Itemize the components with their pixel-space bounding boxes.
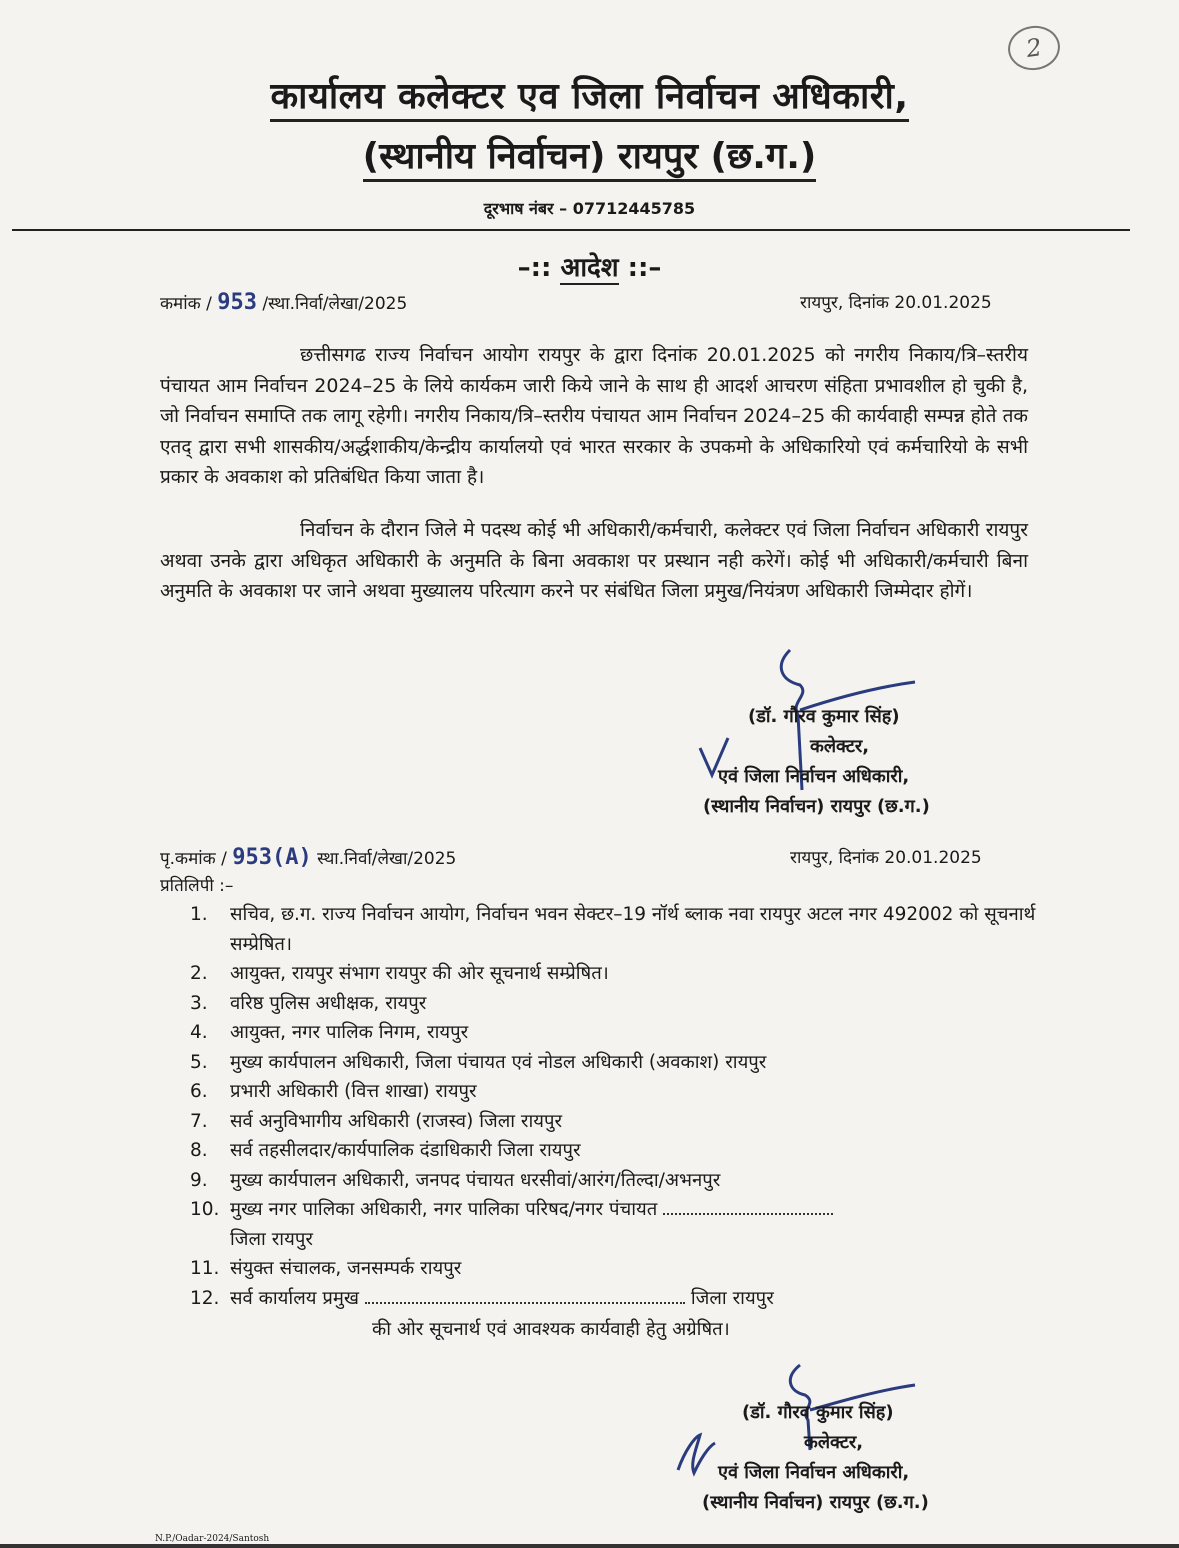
footer-edge — [0, 1544, 1179, 1548]
list-item-10: 10. मुख्य नगर पालिका अधिकारी, नगर पालिका परिषद/नगर पंचायत जिला रायपुर — [190, 1195, 1040, 1254]
order-reference: कमांक / 953 /स्था.निर्वा/लेखा/2025 — [160, 290, 408, 315]
handwritten-copy-ref-number: 953(A) — [232, 845, 312, 870]
footer-file-code: N.P./Oadar-2024/Santosh — [155, 1534, 270, 1544]
order-date: रायपुर, दिनांक 20.01.2025 — [800, 293, 992, 313]
header-divider — [12, 229, 1130, 231]
signatory-office: (स्थानीय निर्वाचन) रायपुर (छ.ग.) — [702, 1492, 929, 1513]
copy-heading: प्रतिलिपी :– — [160, 876, 234, 896]
list-item: 8. सर्व तहसीलदार/कार्यपालिक दंडाधिकारी जिला रायपुर — [190, 1140, 581, 1161]
list-item-12: 12. सर्व कार्यालय प्रमुख जिला रायपुर — [190, 1287, 774, 1309]
handwritten-ref-number: 953 — [217, 290, 257, 315]
list-item: 2. आयुक्त, रायपुर संभाग रायपुर की ओर सूचनार्थ सम्प्रेषित। — [190, 963, 609, 984]
order-paragraph-2: निर्वाचन के दौरान जिले मे पदस्थ कोई भी अधिकारी/कर्मचारी, कलेक्टर एवं जिला निर्वाचन अधिकारी रायपुर अथवा उनके द्वारा अधिकृत अधिकारी के अनुमति के बिना अवकाश पर प्रस्थान नही करेगें। कोई भी अधिकारी/कर्मचारी बिना अनुमति के अवकाश पर जाने अथवा मुख्यालय परित्याग करने पर संबंधित जिला प्रमुख/नियंत्रण अधिकारी जिम्मेदार होगें। — [160, 519, 1028, 602]
handwritten-page-number: 2 — [1005, 23, 1063, 74]
list-item-11: 11. संयुक्त संचालक, जनसम्पर्क रायपुर — [190, 1258, 462, 1279]
office-title-line1: कार्यालय कलेक्टर एव जिला निर्वाचन अधिकारी, — [0, 70, 1179, 119]
closing-line: की ओर सूचनार्थ एवं आवश्यक कार्यवाही हेतु अग्रेषित। — [372, 1319, 730, 1340]
list-item: 7. सर्व अनुविभागीय अधिकारी (राजस्व) जिला रायपुर — [190, 1110, 563, 1132]
distribution-list — [190, 900, 1040, 1313]
office-title-line2: (स्थानीय निर्वाचन) रायपुर (छ.ग.) — [0, 130, 1179, 179]
signatory-title: कलेक्टर, — [810, 736, 870, 757]
phone-number: दूरभाष नंबर – 07712445785 — [483, 199, 696, 218]
signatory-designation: एवं जिला निर्वाचन अधिकारी, — [718, 766, 910, 787]
list-item: 3. वरिष्ठ पुलिस अधीक्षक, रायपुर — [190, 992, 427, 1014]
signature-block-2 — [702, 1398, 929, 1518]
copy-date: रायपुर, दिनांक 20.01.2025 — [790, 848, 982, 868]
signatory-name: (डॉ. गौरव कुमार सिंह) — [748, 706, 900, 727]
signatory-title: कलेक्टर, — [804, 1432, 864, 1453]
signature-block-1 — [703, 702, 930, 822]
list-item: 9. मुख्य कार्यपालन अधिकारी, जनपद पंचायत धरसीवां/आरंग/तिल्दा/अभनपुर — [190, 1169, 721, 1191]
list-item: 4. आयुक्त, नगर पालिक निगम, रायपुर — [190, 1022, 469, 1043]
order-heading: –:: आदेश ::– — [517, 253, 662, 283]
order-paragraph-1: छत्तीसगढ राज्य निर्वाचन आयोग रायपुर के द्वारा दिनांक 20.01.2025 को नगरीय निकाय/त्रि–स्तरीय पंचायत आम निर्वाचन 2024–25 के लिये कार्यकम जारी किये जाने के साथ ही आदर्श आचरण संहिता प्रभावशील हो चुकी है, जो निर्वाचन समाप्ति तक लागू रहेगी। नगरीय निकाय/त्रि–स्तरीय पंचायत आम निर्वाचन 2024–25 की कार्यवाही सम्पन्न होते तक एतद् द्वारा सभी शासकीय/अर्द्धशाकीय/केन्द्रीय कार्यालयो एवं भारत सरकार के उपकमो के अधिकारियो एवं कर्मचारियो के सभी प्रकार के अवकाश को प्रतिबंधित किया जाता है। — [160, 344, 1028, 488]
blank-fill-line — [365, 1290, 685, 1304]
signatory-name: (डॉ. गौरव कुमार सिंह) — [742, 1402, 894, 1423]
list-item: 1. सचिव, छ.ग. राज्य निर्वाचन आयोग, निर्वाचन भवन सेक्टर–19 नॉर्थ ब्लाक नवा रायपुर अटल नगर 492002 को सूचनार्थ सम्प्रेषित। — [190, 904, 1036, 955]
signatory-office: (स्थानीय निर्वाचन) रायपुर (छ.ग.) — [703, 796, 930, 817]
list-item: 5. मुख्य कार्यपालन अधिकारी, जिला पंचायत एवं नोडल अधिकारी (अवकाश) रायपुर — [190, 1051, 767, 1073]
list-item: 6. प्रभारी अधिकारी (वित्त शाखा) रायपुर — [190, 1081, 477, 1102]
blank-fill-line — [663, 1201, 833, 1215]
copy-reference: पृ.कमांक / 953(A) स्था.निर्वा/लेखा/2025 — [160, 845, 457, 870]
signatory-designation: एवं जिला निर्वाचन अधिकारी, — [718, 1462, 910, 1483]
